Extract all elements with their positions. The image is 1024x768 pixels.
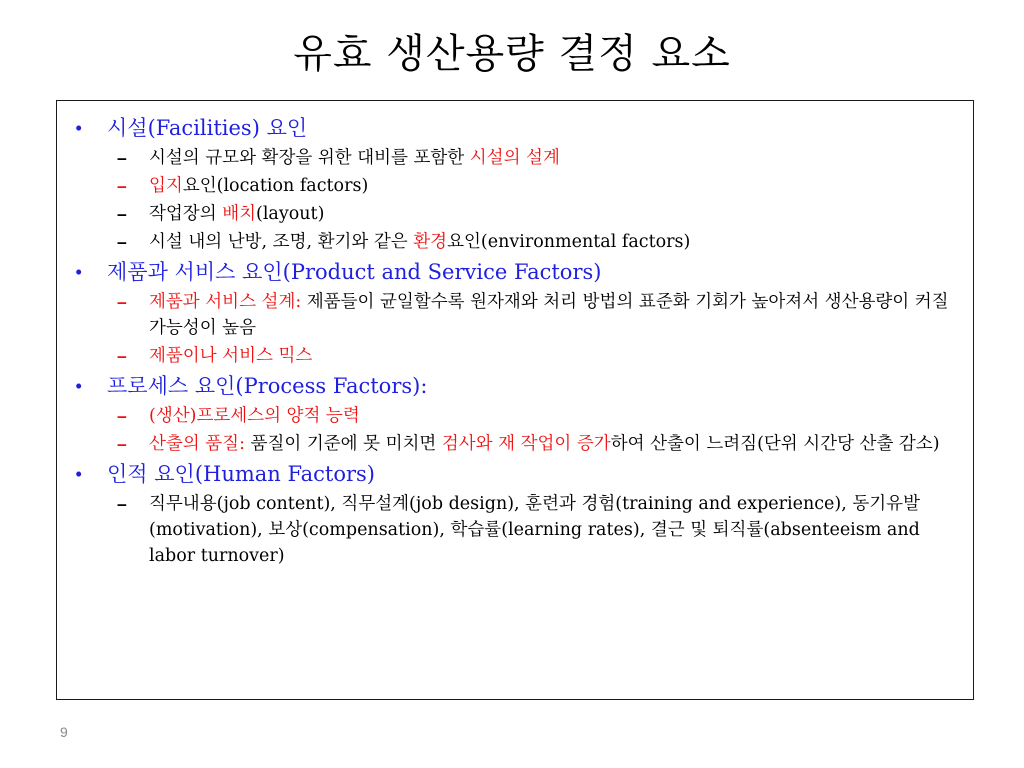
list-item [75, 491, 953, 569]
list-item [75, 229, 953, 255]
page-number: 9 [60, 724, 68, 740]
list-item [75, 201, 953, 227]
list-item [75, 343, 953, 369]
item-text: 시설의 규모와 확장을 위한 대비를 포함한 [149, 148, 470, 168]
list-item [75, 289, 953, 341]
dash-icon: – [117, 406, 127, 426]
dash-icon: – [117, 204, 127, 224]
dash-icon: – [117, 232, 127, 252]
item-text: 제품들이 균일할수록 원자재와 처리 방법의 표준화 기회가 높아져서 생산용량이 커질 가능성이 높음 [149, 292, 949, 338]
item-text: 작업장의 [149, 204, 223, 224]
item-highlight: 산출의 품질: [149, 434, 251, 454]
section-heading-text: 인적 요인(Human Factors) [107, 462, 376, 486]
item-highlight: 제품과 서비스 설계: [149, 292, 307, 312]
section-heading-text: 프로세스 요인(Process Factors): [107, 374, 428, 398]
list-item [75, 145, 953, 171]
dash-icon: – [117, 434, 127, 454]
dash-icon: – [117, 292, 127, 312]
section-heading-product-service [75, 257, 953, 287]
list-item [75, 431, 953, 457]
slide-title: 유효 생산용량 결정 요소 [293, 31, 731, 77]
item-text: 요인(location factors) [182, 176, 369, 196]
item-highlight: 검사와 재 작업이 증가 [441, 434, 611, 454]
dash-icon: – [117, 148, 127, 168]
item-text: 품질이 기준에 못 미치면 [250, 434, 442, 454]
dash-icon: – [117, 176, 127, 196]
dash-icon: – [117, 494, 127, 514]
item-highlight: 환경 [413, 232, 448, 252]
section-heading-text: 제품과 서비스 요인(Product and Service Factors) [107, 260, 602, 284]
item-text: 시설 내의 난방, 조명, 환기와 같은 [149, 232, 414, 252]
bullet-icon: • [75, 462, 83, 486]
item-text: 하여 산출이 느려짐(단위 시간당 산출 감소) [610, 434, 940, 454]
item-text: 요인(environmental factors) [447, 232, 691, 252]
section-heading-process [75, 371, 953, 401]
section-heading-human [75, 459, 953, 489]
item-text: 직무내용(job content), 직무설계(job design), 훈련과 경험(training and experience), 동기유발(motivation), 보상(compensation), 학습률(learning rates), 결근 및 퇴직률(absenteeism and labor turnover) [149, 494, 920, 566]
item-highlight: 시설의 설계 [469, 148, 560, 168]
list-item [75, 403, 953, 429]
bullet-icon: • [75, 260, 83, 284]
list-item [75, 173, 953, 199]
item-highlight: 입지 [149, 176, 183, 196]
item-highlight: (생산)프로세스의 양적 능력 [149, 406, 360, 426]
section-heading-facilities [75, 113, 953, 143]
bullet-icon: • [75, 116, 83, 140]
item-text: (layout) [256, 204, 325, 224]
item-highlight: 배치 [222, 204, 256, 224]
dash-icon: – [117, 346, 127, 366]
content-box [56, 100, 974, 700]
item-highlight: 제품이나 서비스 믹스 [149, 346, 313, 366]
bullet-icon: • [75, 374, 83, 398]
section-heading-text: 시설(Facilities) 요인 [107, 116, 308, 140]
